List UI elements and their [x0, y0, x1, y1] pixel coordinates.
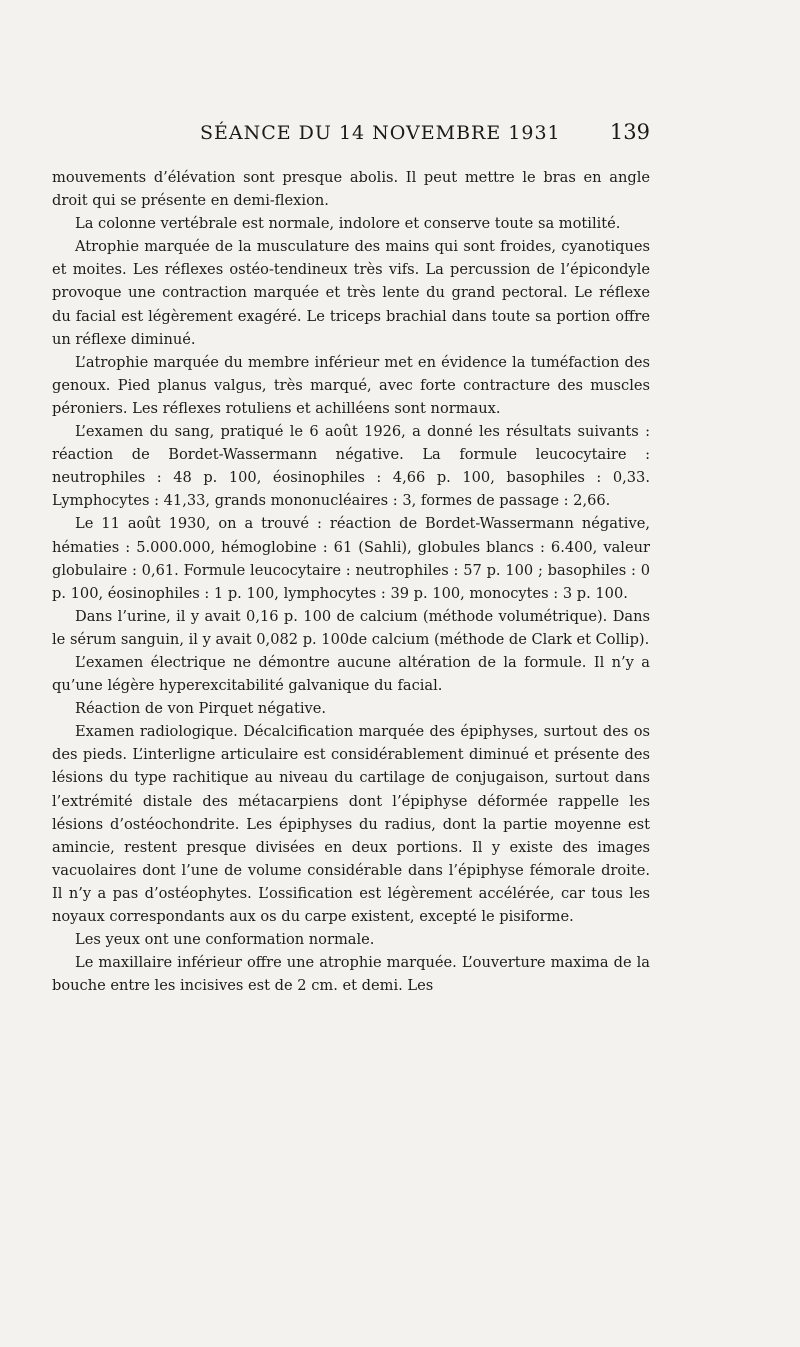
paragraph-continued: mouvements d’élévation sont presque abolis. Il peut mettre le bras en angle droit qui se présente en demi-flexion. — [52, 169, 650, 210]
paragraph: Le maxillaire inférieur offre une atrophie marquée. L’ouverture maxima de la bouche entre les incisives est de 2 cm. et demi. Les — [52, 954, 650, 995]
paragraph: Le 11 août 1930, on a trouvé : réaction de Bordet-Wassermann négative, hématies : 5.000.000, hémoglobine : 61 (Sahli), globules blancs : 6.400, valeur globulaire : 0,61. Formule leucocytaire : neutrophiles : 57 p. 100 ; basophiles : 0 p. 100, éosinophiles : 1 p. 100, lymphocytes : 39 p. 100, monocytes : 3 p. 100. — [52, 515, 650, 602]
paragraph: Examen radiologique. Décalcification marquée des épiphyses, surtout des os des pieds. L’interligne articulaire est considérablement diminué et présente des lésions du type rachitique au niveau du cartilage de conjugaison, surtout dans l’extrémité distale des métacarpiens dont l’épiphyse déformée rappelle les lésions d’ostéochondrite. Les épiphyses du radius, dont la partie moyenne est amincie, restent presque divisées en deux portions. Il y existe des images vacuolaires dont l’une de volume considérable dans l’épiphyse fémorale droite. Il n’y a pas d’ostéophytes. L’ossification est légèrement accélérée, car tous les noyaux correspondants aux os du carpe existent, excepté le pisiforme. — [52, 723, 650, 925]
paragraph: La colonne vertébrale est normale, indolore et conserve toute sa motilité. — [75, 215, 621, 233]
paragraph: Dans l’urine, il y avait 0,16 p. 100 de calcium (méthode volumétrique). Dans le sérum sanguin, il y avait 0,082 p. 100de calcium (méthode de Clark et Collip). — [52, 607, 650, 648]
running-head: SÉANCE DU 14 NOVEMBRE 1931 — [200, 122, 561, 144]
paragraph: L’atrophie marquée du membre inférieur met en évidence la tuméfaction des genoux. Pied planus valgus, très marqué, avec forte contracture des muscles péroniers. Les réflexes rotuliens et achilléens sont normaux. — [52, 353, 650, 417]
paragraph: L’examen électrique ne démontre aucune altération de la formule. Il n’y a qu’une légère hyperexcitabilité galvanique du facial. — [52, 653, 650, 695]
paragraph: Atrophie marquée de la musculature des mains qui sont froides, cyanotiques et moites. Les réflexes ostéo-tendineux très vifs. La percussion de l’épicondyle provoque une contraction marquée et très lente du grand pectoral. Le réflexe du facial est légèrement exagéré. Le triceps brachial dans toute sa portion offre un réflexe diminué. — [52, 238, 650, 348]
page-header — [52, 118, 650, 154]
paragraph: L’examen du sang, pratiqué le 6 août 1926, a donné les résultats suivants : réaction de Bordet-Wassermann négative. La formule leucocytaire : neutrophiles : 48 p. 100, éosinophiles : 4,66 p. 100, basophiles : 0,33. Lymphocytes : 41,33, grands mononucléaires : 3, formes de passage : 2,66. — [52, 423, 650, 510]
body-text — [52, 166, 650, 997]
page-number: 139 — [609, 120, 650, 144]
paragraph: Les yeux ont une conformation normale. — [75, 931, 375, 949]
paragraph: Réaction de von Pirquet négative. — [75, 700, 327, 718]
